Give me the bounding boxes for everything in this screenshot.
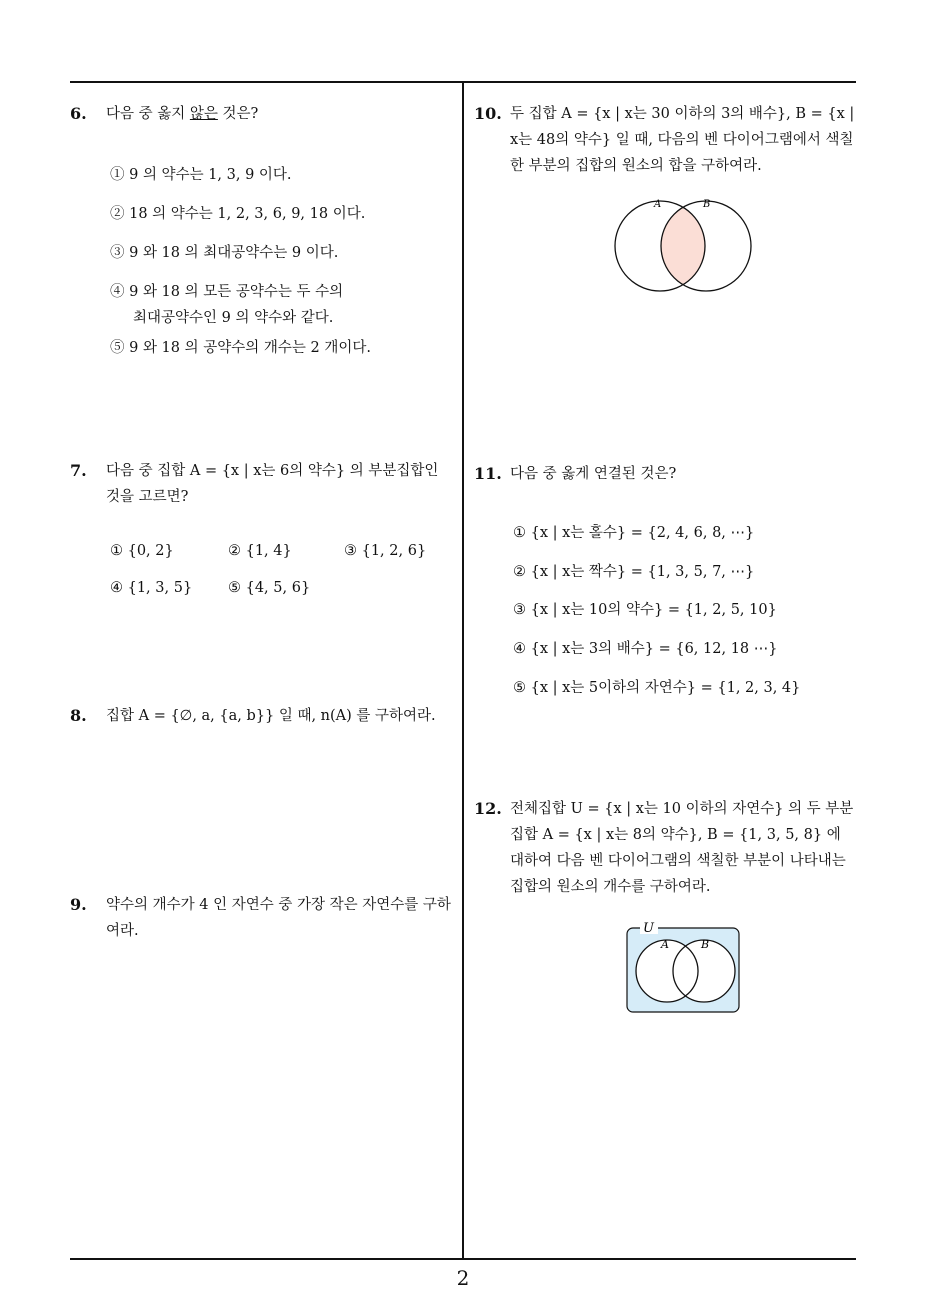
column-divider xyxy=(462,81,464,1259)
question-7 xyxy=(70,458,455,510)
question-number: 6. xyxy=(70,104,87,123)
set-u-label: U xyxy=(643,921,654,936)
question-8 xyxy=(70,703,455,729)
question-text: 집합 A = {∅, a, {a, b}} 일 때, n(A) 를 구하여라. xyxy=(106,708,436,724)
question-text: 약수의 개수가 4 인 자연수 중 가장 작은 자연수를 구하여라. xyxy=(106,897,451,939)
question-6 xyxy=(70,101,455,127)
bottom-rule xyxy=(70,1258,856,1260)
q6-choice-4: ④ 9 와 18 의 모든 공약수는 두 수의 xyxy=(110,284,344,300)
question-text: 다음 중 옳게 연결된 것은? xyxy=(510,466,677,482)
q7-choice-2: ② {1, 4} xyxy=(228,543,292,559)
q7-choice-5: ⑤ {4, 5, 6} xyxy=(228,580,311,596)
question-text: 다음 중 집합 A = {x | x는 6의 약수} 의 부분집합인 것을 고르면? xyxy=(106,463,439,505)
question-10 xyxy=(474,101,859,179)
q6-choice-3: ③ 9 와 18 의 최대공약수는 9 이다. xyxy=(110,245,339,261)
question-number: 9. xyxy=(70,895,87,914)
question-text: 전체집합 U = {x | x는 10 이하의 자연수} 의 두 부분집합 A = {x | x는 8의 약수}, B = {1, 3, 5, 8} 에 대하여 다음 벤 다이어그램의 색칠한 부분이 나타내는 집합의 원소의 개수를 구하여라. xyxy=(510,801,854,895)
q11-choice-5: ⑤ {x | x는 5이하의 자연수} = {1, 2, 3, 4} xyxy=(513,680,801,696)
set-a-label: A xyxy=(654,199,662,210)
set-a-label: A xyxy=(661,938,669,951)
set-b-label: B xyxy=(703,199,711,210)
question-text: 두 집합 A = {x | x는 30 이하의 3의 배수}, B = {x | x는 48의 약수} 일 때, 다음의 벤 다이어그램에서 색칠한 부분의 집합의 원소의 합을 구하여라. xyxy=(510,106,855,174)
question-number: 8. xyxy=(70,706,87,725)
q11-choice-4: ④ {x | x는 3의 배수} = {6, 12, 18 ⋯} xyxy=(513,641,778,657)
question-number: 7. xyxy=(70,461,87,480)
q11-choice-3: ③ {x | x는 10의 약수} = {1, 2, 5, 10} xyxy=(513,602,777,618)
q6-choice-1: ① 9 의 약수는 1, 3, 9 이다. xyxy=(110,167,292,183)
question-number: 11. xyxy=(474,464,502,483)
q7-choice-1: ① {0, 2} xyxy=(110,543,174,559)
page-number: 2 xyxy=(456,1266,470,1290)
question-number: 12. xyxy=(474,799,502,818)
q6-choice-5: ⑤ 9 와 18 의 공약수의 개수는 2 개이다. xyxy=(110,340,371,356)
q11-choice-2: ② {x | x는 짝수} = {1, 3, 5, 7, ⋯} xyxy=(513,564,755,580)
question-9 xyxy=(70,892,455,944)
question-text: 다음 중 옳지 않은 것은? xyxy=(106,106,259,122)
q7-choice-3: ③ {1, 2, 6} xyxy=(344,543,427,559)
q7-choice-4: ④ {1, 3, 5} xyxy=(110,580,193,596)
underlined-word: 않은 xyxy=(189,106,218,122)
venn-diagram-q12 xyxy=(624,918,744,1016)
question-12 xyxy=(474,796,859,900)
q6-choice-2: ② 18 의 약수는 1, 2, 3, 6, 9, 18 이다. xyxy=(110,206,366,222)
q6-choice-4-cont: 최대공약수인 9 의 약수와 같다. xyxy=(133,310,334,326)
question-number: 10. xyxy=(474,104,502,123)
question-11 xyxy=(474,461,859,487)
venn-diagram-q10 xyxy=(605,192,765,302)
set-b-label: B xyxy=(701,938,710,951)
q11-choice-1: ① {x | x는 홀수} = {2, 4, 6, 8, ⋯} xyxy=(513,525,755,541)
